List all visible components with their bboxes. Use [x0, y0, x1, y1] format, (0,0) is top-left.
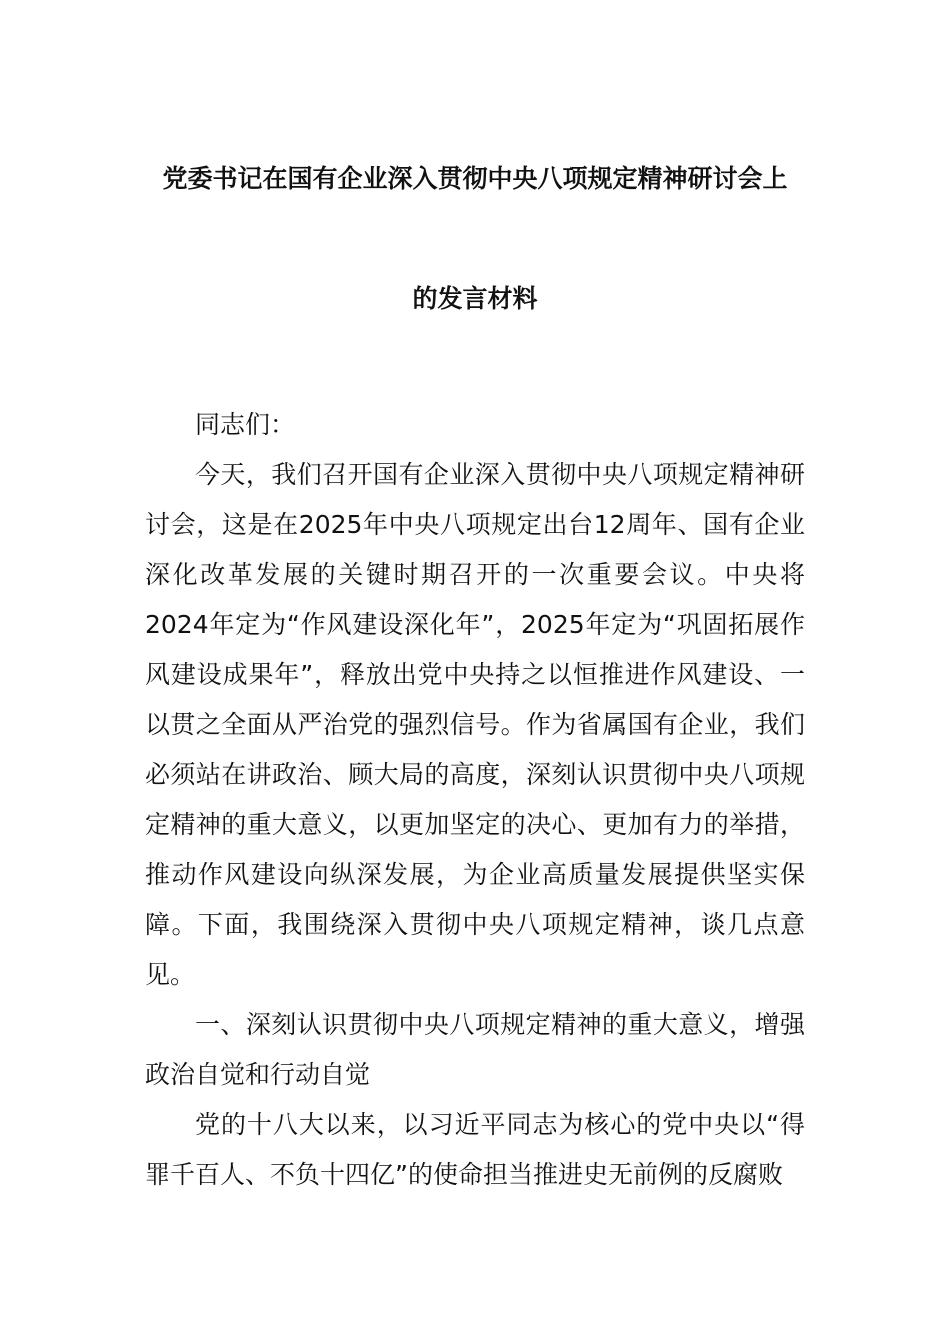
paragraph-section-1: 党的十八大以来，以习近平同志为核心的党中央以“得罪千百人、不负十四亿”的使命担当推进史无前例的反腐败 — [145, 1110, 805, 1189]
salutation: 同志们： — [195, 410, 296, 439]
paragraph-intro: 今天，我们召开国有企业深入贯彻中央八项规定精神研讨会，这是在2025年中央八项规定出台12周年、国有企业深化改革发展的关键时期召开的一次重要会议。中央将2024年定为“作风建设深化年”，2025年定为“巩固拓展作风建设成果年”，释放出党中央持之以恒推进作风建设、一以贯之全面从严治党的强烈信号。作为省属国有企业，我们必须站在讲政治、顾大局的高度，深刻认识贯彻中央八项规定精神的重大意义，以更加坚定的决心、更加有力的举措，推动作风建设向纵深发展，为企业高质量发展提供坚实保障。下面，我围绕深入贯彻中央八项规定精神，谈几点意见。 — [145, 460, 805, 989]
document-body — [145, 400, 805, 1200]
document-title-line-1: 党委书记在国有企业深入贯彻中央八项规定精神研讨会上 — [162, 164, 788, 193]
document-title-line-2: 的发言材料 — [412, 284, 538, 313]
section-heading-1: 一、深刻认识贯彻中央八项规定精神的重大意义，增强政治自觉和行动自觉 — [145, 1010, 805, 1089]
